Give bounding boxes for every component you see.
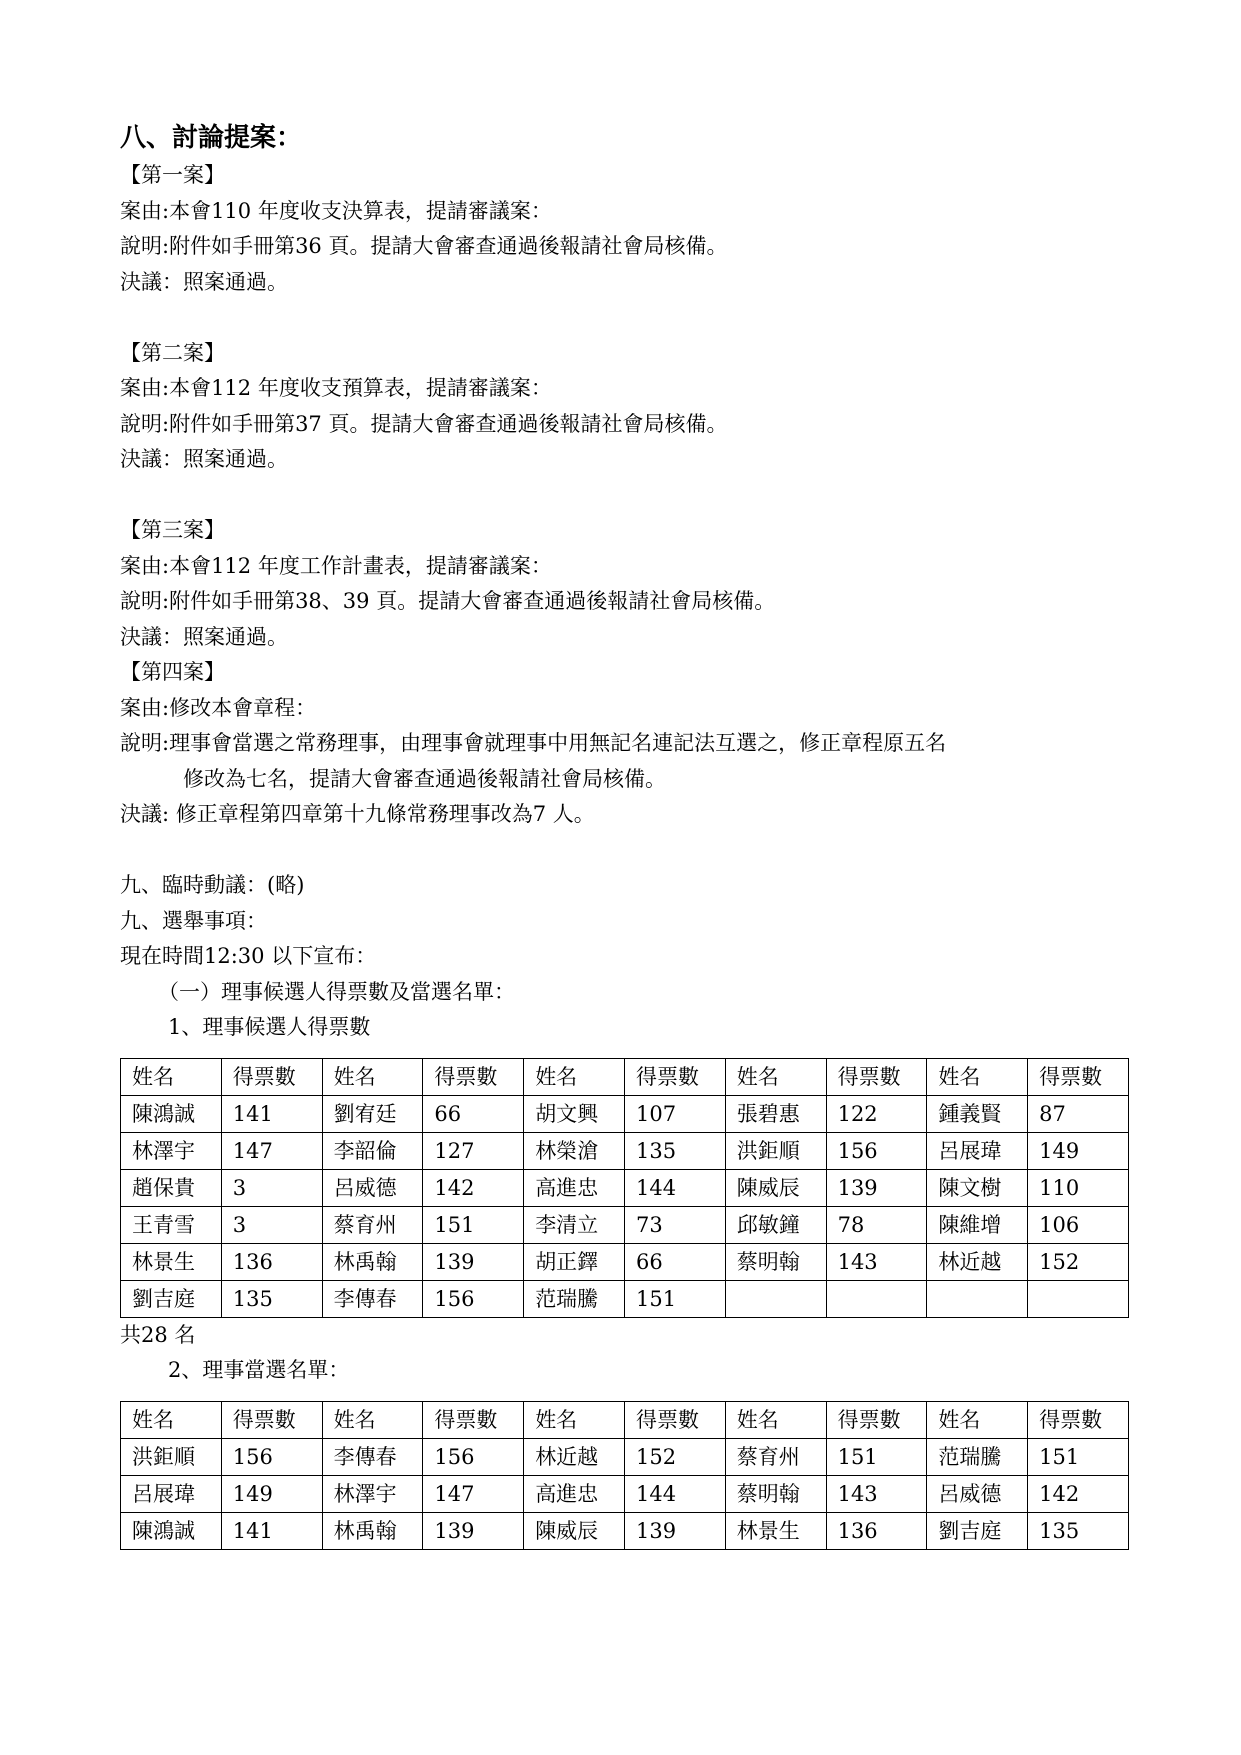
section-9-motions: 九、臨時動議：(略) bbox=[120, 873, 305, 897]
announcement: 現在時間12:30 以下宣布： bbox=[120, 944, 377, 968]
results-subtitle: （一）理事候選人得票數及當選名單： bbox=[158, 979, 515, 1004]
name-cell: 李傳春 bbox=[322, 1438, 423, 1475]
name-cell: 林景生 bbox=[725, 1512, 826, 1549]
votes-cell: 136 bbox=[826, 1512, 927, 1549]
name-cell: 陳威辰 bbox=[524, 1512, 625, 1549]
candidate-votes-title: 1、理事候選人得票數 bbox=[168, 1015, 371, 1039]
table-header-cell: 得票數 bbox=[423, 1401, 524, 1438]
case-3-title: 【第三案】 bbox=[120, 518, 225, 542]
case-3-reason: 案由:本會112 年度工作計畫表，提請審議案： bbox=[120, 553, 552, 578]
case-2-explanation: 說明:附件如手冊第37 頁。提請大會審查通過後報請社會局核備。 bbox=[120, 411, 728, 436]
votes-cell: 135 bbox=[1028, 1512, 1129, 1549]
votes-cell: 141 bbox=[221, 1095, 322, 1132]
votes-cell: 156 bbox=[423, 1438, 524, 1475]
votes-cell: 3 bbox=[221, 1206, 322, 1243]
votes-cell: 135 bbox=[221, 1280, 322, 1317]
table-header-cell: 姓名 bbox=[927, 1401, 1028, 1438]
table-row bbox=[121, 1512, 1129, 1549]
votes-cell: 149 bbox=[1028, 1132, 1129, 1169]
name-cell: 邱敏鐘 bbox=[725, 1206, 826, 1243]
name-cell: 王青雪 bbox=[121, 1206, 222, 1243]
votes-cell: 136 bbox=[221, 1243, 322, 1280]
name-cell: 趙保貴 bbox=[121, 1169, 222, 1206]
name-cell: 林澤宇 bbox=[121, 1132, 222, 1169]
name-cell: 林禹翰 bbox=[322, 1243, 423, 1280]
spacer bbox=[120, 300, 1130, 336]
votes-cell: 66 bbox=[624, 1243, 725, 1280]
votes-cell: 139 bbox=[423, 1512, 524, 1549]
votes-cell: 139 bbox=[624, 1512, 725, 1549]
name-cell: 范瑞騰 bbox=[927, 1438, 1028, 1475]
votes-cell: 143 bbox=[826, 1243, 927, 1280]
case-4-explanation-continued: 修改為七名，提請大會審查通過後報請社會局核備。 bbox=[183, 766, 666, 791]
table-header-cell: 得票數 bbox=[826, 1058, 927, 1095]
name-cell: 林禹翰 bbox=[322, 1512, 423, 1549]
votes-cell: 78 bbox=[826, 1206, 927, 1243]
table-header-cell: 得票數 bbox=[221, 1401, 322, 1438]
votes-cell: 142 bbox=[423, 1169, 524, 1206]
case-1-reason: 案由:本會110 年度收支決算表，提請審議案： bbox=[120, 198, 552, 223]
name-cell: 蔡育州 bbox=[322, 1206, 423, 1243]
votes-cell: 144 bbox=[624, 1169, 725, 1206]
votes-cell: 107 bbox=[624, 1095, 725, 1132]
votes-cell bbox=[826, 1280, 927, 1317]
case-2-reason: 案由:本會112 年度收支預算表，提請審議案： bbox=[120, 376, 552, 400]
case-3-resolution: 決議：照案通過。 bbox=[120, 624, 288, 649]
table-header-cell: 得票數 bbox=[624, 1401, 725, 1438]
table-header-cell: 姓名 bbox=[524, 1401, 625, 1438]
table-row bbox=[121, 1438, 1129, 1475]
table-header-row bbox=[121, 1401, 1129, 1438]
name-cell: 劉吉庭 bbox=[927, 1512, 1028, 1549]
name-cell: 陳鴻誠 bbox=[121, 1512, 222, 1549]
votes-cell: 147 bbox=[221, 1132, 322, 1169]
votes-cell: 110 bbox=[1028, 1169, 1129, 1206]
name-cell: 呂展瑋 bbox=[121, 1475, 222, 1512]
votes-cell: 87 bbox=[1028, 1095, 1129, 1132]
votes-cell: 156 bbox=[221, 1438, 322, 1475]
case-3-explanation: 說明:附件如手冊第38、39 頁。提請大會審查通過後報請社會局核備。 bbox=[120, 589, 776, 613]
elected-list-title: 2、理事當選名單： bbox=[168, 1358, 350, 1382]
table-header-cell: 姓名 bbox=[322, 1401, 423, 1438]
case-2-title: 【第二案】 bbox=[120, 340, 225, 365]
table-row bbox=[121, 1169, 1129, 1206]
name-cell: 胡文興 bbox=[524, 1095, 625, 1132]
case-1-resolution: 決議：照案通過。 bbox=[120, 269, 288, 294]
name-cell: 胡正鐸 bbox=[524, 1243, 625, 1280]
case-4-resolution: 決議: 修正章程第四章第十九條常務理事改為7 人。 bbox=[120, 802, 595, 826]
name-cell: 高進忠 bbox=[524, 1475, 625, 1512]
votes-cell: 144 bbox=[624, 1475, 725, 1512]
name-cell: 陳威辰 bbox=[725, 1169, 826, 1206]
table-header-cell: 得票數 bbox=[826, 1401, 927, 1438]
votes-cell: 66 bbox=[423, 1095, 524, 1132]
name-cell: 林榮滄 bbox=[524, 1132, 625, 1169]
table-header-row bbox=[121, 1058, 1129, 1095]
name-cell: 蔡明翰 bbox=[725, 1475, 826, 1512]
name-cell: 李韶倫 bbox=[322, 1132, 423, 1169]
votes-cell: 151 bbox=[624, 1280, 725, 1317]
table-header-cell: 姓名 bbox=[121, 1058, 222, 1095]
name-cell: 洪鉅順 bbox=[121, 1438, 222, 1475]
case-4-explanation: 說明:理事會當選之常務理事，由理事會就理事中用無記名連記法互選之，修正章程原五名 bbox=[120, 731, 947, 755]
name-cell: 高進忠 bbox=[524, 1169, 625, 1206]
name-cell: 鍾義賢 bbox=[927, 1095, 1028, 1132]
table-header-cell: 姓名 bbox=[725, 1401, 826, 1438]
name-cell: 洪鉅順 bbox=[725, 1132, 826, 1169]
table-header-cell: 姓名 bbox=[927, 1058, 1028, 1095]
votes-cell: 127 bbox=[423, 1132, 524, 1169]
votes-cell: 151 bbox=[423, 1206, 524, 1243]
name-cell: 李傳春 bbox=[322, 1280, 423, 1317]
votes-cell bbox=[1028, 1280, 1129, 1317]
document-page bbox=[120, 118, 1130, 1550]
table-row bbox=[121, 1206, 1129, 1243]
name-cell: 林景生 bbox=[121, 1243, 222, 1280]
table-row bbox=[121, 1095, 1129, 1132]
name-cell bbox=[725, 1280, 826, 1317]
table-header-cell: 得票數 bbox=[1028, 1401, 1129, 1438]
votes-cell: 142 bbox=[1028, 1475, 1129, 1512]
case-1-explanation: 說明:附件如手冊第36 頁。提請大會審查通過後報請社會局核備。 bbox=[120, 234, 728, 258]
name-cell: 呂展瑋 bbox=[927, 1132, 1028, 1169]
votes-cell: 149 bbox=[221, 1475, 322, 1512]
name-cell: 呂威德 bbox=[927, 1475, 1028, 1512]
table-header-cell: 得票數 bbox=[423, 1058, 524, 1095]
votes-cell: 147 bbox=[423, 1475, 524, 1512]
votes-cell: 156 bbox=[826, 1132, 927, 1169]
case-1-title: 【第一案】 bbox=[120, 163, 225, 187]
table-header-cell: 得票數 bbox=[221, 1058, 322, 1095]
name-cell: 劉宥廷 bbox=[322, 1095, 423, 1132]
name-cell: 陳文樹 bbox=[927, 1169, 1028, 1206]
table-row bbox=[121, 1132, 1129, 1169]
votes-cell: 152 bbox=[624, 1438, 725, 1475]
votes-cell: 151 bbox=[826, 1438, 927, 1475]
name-cell: 林近越 bbox=[524, 1438, 625, 1475]
spacer bbox=[120, 833, 1130, 869]
case-4-title: 【第四案】 bbox=[120, 660, 225, 684]
name-cell: 李清立 bbox=[524, 1206, 625, 1243]
table-row bbox=[121, 1280, 1129, 1317]
name-cell: 范瑞騰 bbox=[524, 1280, 625, 1317]
spacer bbox=[120, 478, 1130, 514]
name-cell: 蔡育州 bbox=[725, 1438, 826, 1475]
section-9-elections: 九、選舉事項： bbox=[120, 908, 267, 933]
table-header-cell: 姓名 bbox=[322, 1058, 423, 1095]
table-header-cell: 姓名 bbox=[524, 1058, 625, 1095]
candidate-votes-table bbox=[120, 1058, 1129, 1318]
votes-cell: 143 bbox=[826, 1475, 927, 1512]
votes-cell: 3 bbox=[221, 1169, 322, 1206]
table-header-cell: 姓名 bbox=[725, 1058, 826, 1095]
name-cell: 陳維增 bbox=[927, 1206, 1028, 1243]
name-cell: 林近越 bbox=[927, 1243, 1028, 1280]
name-cell: 呂威德 bbox=[322, 1169, 423, 1206]
votes-cell: 106 bbox=[1028, 1206, 1129, 1243]
case-2-resolution: 決議：照案通過。 bbox=[120, 447, 288, 471]
votes-cell: 122 bbox=[826, 1095, 927, 1132]
votes-cell: 139 bbox=[423, 1243, 524, 1280]
votes-cell: 139 bbox=[826, 1169, 927, 1206]
table-header-cell: 姓名 bbox=[121, 1401, 222, 1438]
name-cell: 林澤宇 bbox=[322, 1475, 423, 1512]
name-cell: 張碧惠 bbox=[725, 1095, 826, 1132]
name-cell: 蔡明翰 bbox=[725, 1243, 826, 1280]
votes-cell: 152 bbox=[1028, 1243, 1129, 1280]
votes-cell: 156 bbox=[423, 1280, 524, 1317]
table-row bbox=[121, 1243, 1129, 1280]
name-cell: 陳鴻誠 bbox=[121, 1095, 222, 1132]
total-count: 共28 名 bbox=[120, 1322, 196, 1347]
name-cell: 劉吉庭 bbox=[121, 1280, 222, 1317]
table-header-cell: 得票數 bbox=[624, 1058, 725, 1095]
table-row bbox=[121, 1475, 1129, 1512]
table-header-cell: 得票數 bbox=[1028, 1058, 1129, 1095]
case-4-reason: 案由:修改本會章程： bbox=[120, 695, 317, 720]
section-8-title: 八、討論提案： bbox=[120, 123, 303, 153]
elected-directors-table bbox=[120, 1401, 1129, 1550]
votes-cell: 73 bbox=[624, 1206, 725, 1243]
votes-cell: 141 bbox=[221, 1512, 322, 1549]
votes-cell: 135 bbox=[624, 1132, 725, 1169]
votes-cell: 151 bbox=[1028, 1438, 1129, 1475]
name-cell bbox=[927, 1280, 1028, 1317]
